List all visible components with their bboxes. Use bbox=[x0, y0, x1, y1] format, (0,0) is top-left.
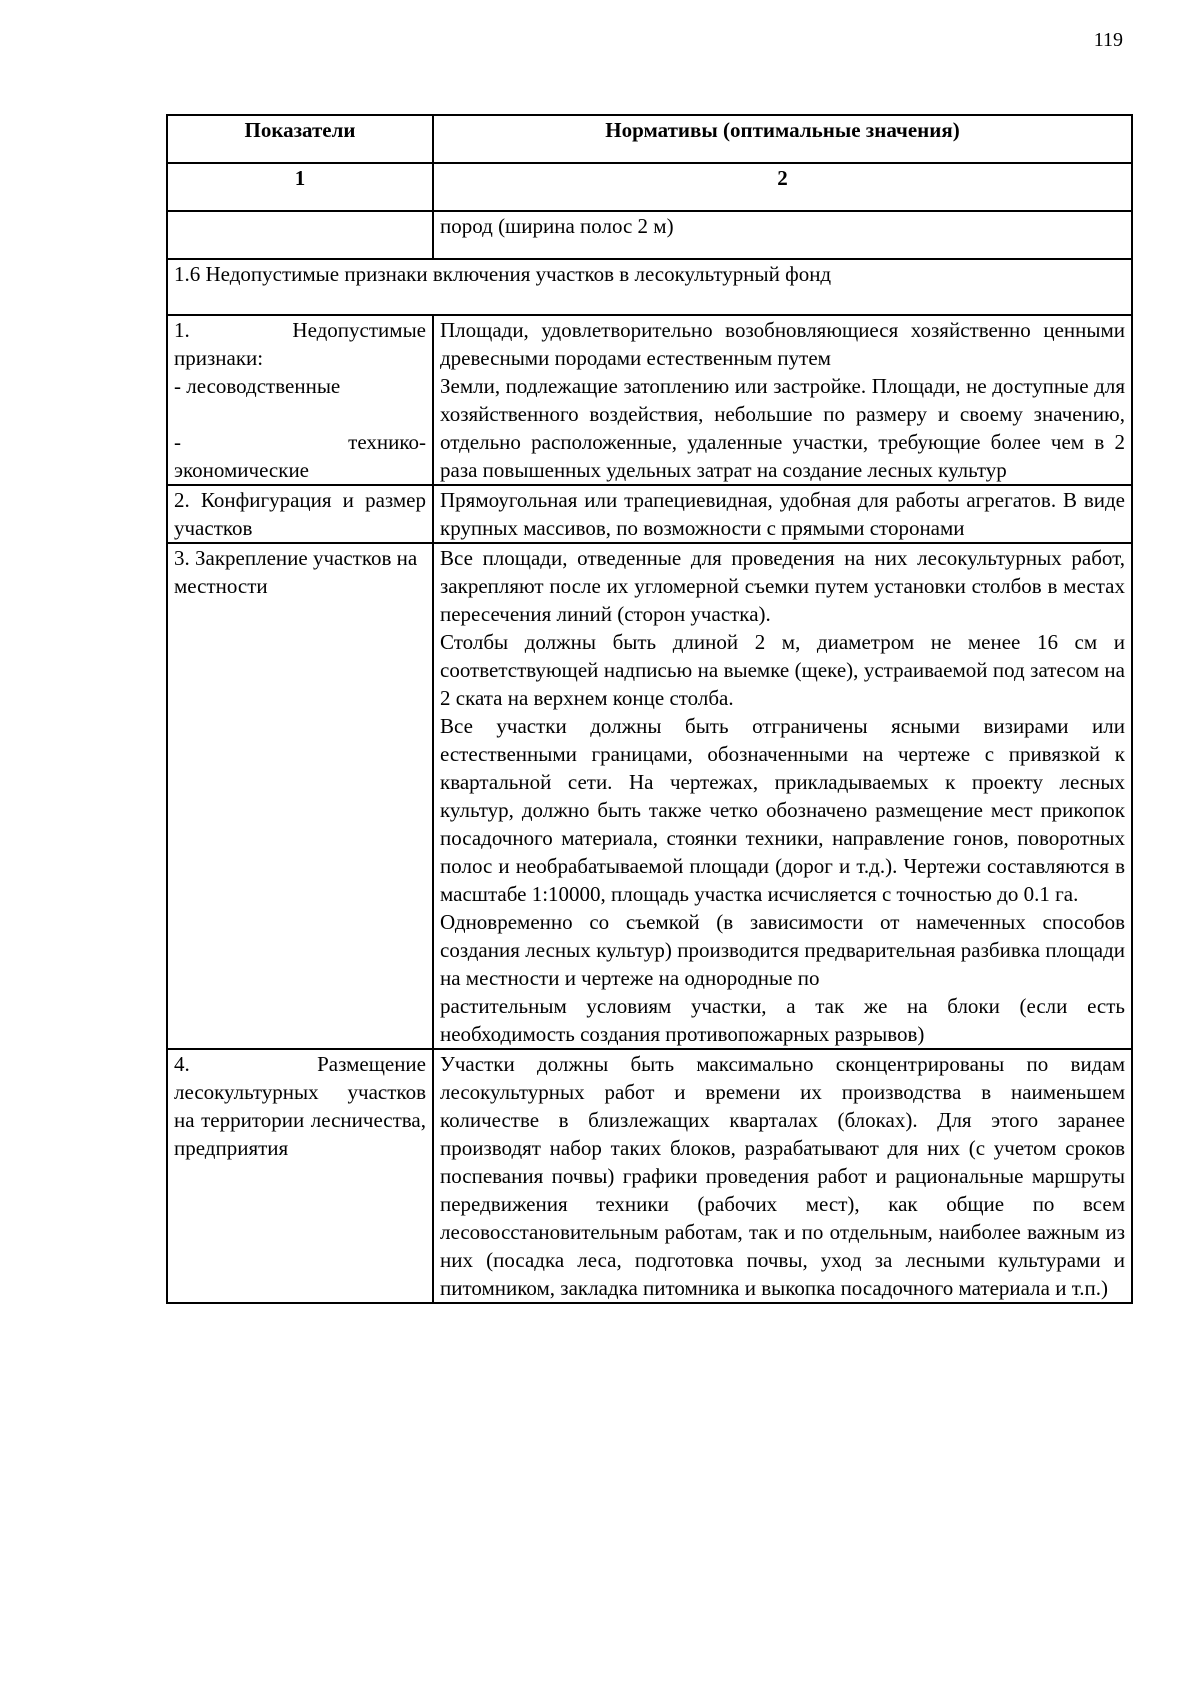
row1-label-dash: - bbox=[174, 430, 181, 454]
row3-text bbox=[433, 543, 1132, 1049]
continued-label-cell bbox=[167, 211, 433, 259]
row1-label-word2: технико- bbox=[348, 430, 426, 454]
norms-table bbox=[166, 114, 1133, 1304]
row3-paragraph-3: Все участки должны быть отграничены ясными визирами или естественными границами, обозначенными на чертеже с привязкой к квартальной сети. На чертежах, прикладываемых к проекту лесных культур, должно быть также четко обозначено размещение мест прикопок посадочного материала, стоянки техники, направление гонов, поворотных полос и необрабатываемой площади (дорог и т.д.). Чертежи составляются в масштабе 1:10000, площадь участка исчисляется с точностью до 0.1 га. bbox=[440, 714, 1125, 906]
row1-label-line2: признаки: bbox=[174, 346, 264, 370]
header-norms: Нормативы (оптимальные значения) bbox=[433, 115, 1132, 163]
page-number: 119 bbox=[1093, 29, 1123, 51]
row3-paragraph-4: Одновременно со съемкой (в зависимости от намеченных способов создания лесных культур) производится предварительная разбивка площади на местности и чертеже на однородные по bbox=[440, 910, 1125, 990]
row2-text: Прямоугольная или трапециевидная, удобная для работы агрегатов. В виде крупных массивов, по возможности с прямыми сторонами bbox=[433, 485, 1132, 543]
column-number-1: 1 bbox=[167, 163, 433, 211]
row1-label-line3: - лесоводственные bbox=[174, 374, 341, 398]
row1-text-a: Площади, удовлетворительно возобновляющиеся хозяйственно ценными древесными породами естественным путем bbox=[440, 318, 1125, 370]
row4-label: 4. Размещение лесокультурных участков на территории лесничества, предприятия bbox=[167, 1049, 433, 1303]
row1-label-num: 1. bbox=[174, 318, 190, 342]
header-indicators: Показатели bbox=[167, 115, 433, 163]
row4-text: Участки должны быть максимально сконцентрированы по видам лесокультурных работ и времени их производства в наименьшем количестве в близлежащих кварталах (блоках). Для этого заранее производят набор таких блоков, разрабатывают для них (с учетом сроков поспевания почвы) графики проведения работ и рациональные маршруты передвижения техники (рабочих мест), как общие по всем лесовосстановительным работам, так и по отдельным, наиболее важным из них (посадка леса, подготовка почвы, уход за лесными культурами и питомником, закладка питомника и выкопка посадочного материала и т.п.) bbox=[433, 1049, 1132, 1303]
row2-label: 2. Конфигурация и размер участков bbox=[167, 485, 433, 543]
table-row-2 bbox=[167, 485, 1132, 543]
column-number-2: 2 bbox=[433, 163, 1132, 211]
row3-paragraph-2: Столбы должны быть длиной 2 м, диаметром не менее 16 см и соответствующей надписью на выемке (щеке), устраиваемой под затесом на 2 ската на верхнем конце столба. bbox=[440, 630, 1125, 710]
table-row-1 bbox=[167, 315, 1132, 485]
section-row bbox=[167, 259, 1132, 315]
row1-label bbox=[167, 315, 433, 485]
table-row-4 bbox=[167, 1049, 1132, 1303]
row1-text bbox=[433, 315, 1132, 485]
continued-text: пород (ширина полос 2 м) bbox=[433, 211, 1132, 259]
row1-label-line5: экономические bbox=[174, 458, 310, 482]
column-number-row bbox=[167, 163, 1132, 211]
row1-text-b: Земли, подлежащие затоплению или застройке. Площади, не доступные для хозяйственного воздействия, небольшие по размеру и своему значению, отдельно расположенные, удаленные участки, требующие более чем в 2 раза повышенных удельных затрат на создание лесных культур bbox=[440, 374, 1125, 482]
row1-label-word: Недопустимые bbox=[292, 318, 426, 342]
row3-paragraph-1: Все площади, отведенные для проведения на них лесокультурных работ, закрепляют после их угломерной съемки путем установки столбов в местах пересечения линий (сторон участка). bbox=[440, 546, 1125, 626]
row3-label: 3. Закрепление участков на местности bbox=[167, 543, 433, 1049]
table-row-3 bbox=[167, 543, 1132, 1049]
continued-row bbox=[167, 211, 1132, 259]
section-title: 1.6 Недопустимые признаки включения участков в лесокультурный фонд bbox=[167, 259, 1132, 315]
table-header-row bbox=[167, 115, 1132, 163]
row3-paragraph-5: растительным условиям участки, а так же на блоки (если есть необходимость создания противопожарных разрывов) bbox=[440, 994, 1125, 1046]
